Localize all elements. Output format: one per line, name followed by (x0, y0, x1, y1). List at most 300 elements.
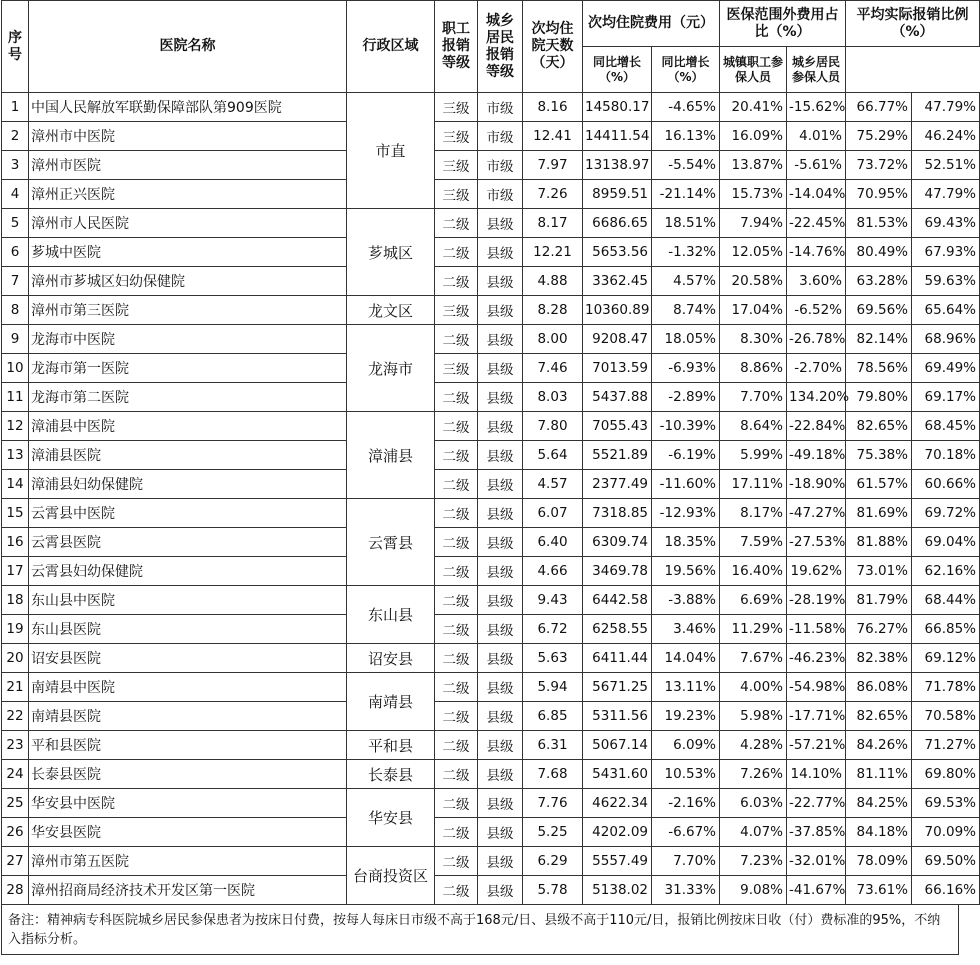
cell-outside-yoy: -41.67% (787, 876, 846, 905)
cell-resident-level: 县级 (478, 818, 523, 847)
footnote: 备注：精神病专科医院城乡居民参保患者为按床日付费，按每人每床日市级不高于168元/日、县级不高于110元/日，报销比例按床日收（付）费标准的95%，不纳入指标分析。 (1, 905, 959, 955)
table-row (2, 325, 980, 354)
header-outside-ratio: 医保范围外费用占比（%） (720, 1, 846, 47)
cell-reimb-resident: 69.72% (912, 499, 980, 528)
cell-region: 云霄县 (347, 499, 435, 586)
cell-reimb-resident: 69.17% (912, 383, 980, 412)
cell-avg-days: 7.68 (523, 760, 583, 789)
cell-avg-cost-yoy: 16.13% (652, 122, 720, 151)
table-row (2, 267, 980, 296)
table-row (2, 760, 980, 789)
cell-avg-cost-yoy: -3.88% (652, 586, 720, 615)
cell-outside-yoy: -17.71% (787, 702, 846, 731)
cell-resident-level: 县级 (478, 847, 523, 876)
cell-staff-level: 二级 (435, 209, 478, 238)
cell-hospital-name: 漳州市第五医院 (29, 847, 347, 876)
table-row (2, 615, 980, 644)
cell-resident-level: 县级 (478, 644, 523, 673)
cell-avg-cost: 4202.09 (583, 818, 652, 847)
cell-reimb-staff: 76.27% (846, 615, 912, 644)
cell-avg-cost-yoy: -2.89% (652, 383, 720, 412)
cell-avg-cost: 14580.17 (583, 93, 652, 122)
cell-avg-cost: 5067.14 (583, 731, 652, 760)
table-row (2, 238, 980, 267)
cell-avg-cost-yoy: -6.19% (652, 441, 720, 470)
cell-hospital-name: 漳州市芗城区妇幼保健院 (29, 267, 347, 296)
cell-avg-cost-yoy: 14.04% (652, 644, 720, 673)
cell-reimb-staff: 84.18% (846, 818, 912, 847)
cell-outside-yoy: -26.78% (787, 325, 846, 354)
cell-outside-yoy: 4.01% (787, 122, 846, 151)
cell-hospital-name: 漳州招商局经济技术开发区第一医院 (29, 876, 347, 905)
cell-resident-level: 县级 (478, 267, 523, 296)
cell-outside-ratio: 6.03% (720, 789, 787, 818)
cell-staff-level: 二级 (435, 528, 478, 557)
cell-outside-yoy: 19.62% (787, 557, 846, 586)
cell-reimb-resident: 70.18% (912, 441, 980, 470)
cell-index: 1 (2, 93, 29, 122)
cell-resident-level: 县级 (478, 354, 523, 383)
cell-index: 2 (2, 122, 29, 151)
cell-hospital-name: 龙海市第一医院 (29, 354, 347, 383)
cell-index: 25 (2, 789, 29, 818)
cell-outside-ratio: 4.07% (720, 818, 787, 847)
cell-avg-days: 7.97 (523, 151, 583, 180)
cell-hospital-name: 云霄县妇幼保健院 (29, 557, 347, 586)
cell-reimb-staff: 81.79% (846, 586, 912, 615)
cell-reimb-staff: 73.72% (846, 151, 912, 180)
cell-outside-ratio: 5.98% (720, 702, 787, 731)
cell-index: 14 (2, 470, 29, 499)
cell-avg-days: 6.29 (523, 847, 583, 876)
cell-hospital-name: 南靖县中医院 (29, 673, 347, 702)
cell-staff-level: 二级 (435, 847, 478, 876)
cell-avg-cost-yoy: -6.67% (652, 818, 720, 847)
cell-hospital-name: 东山县医院 (29, 615, 347, 644)
cell-staff-level: 二级 (435, 557, 478, 586)
cell-reimb-resident: 69.50% (912, 847, 980, 876)
cell-resident-level: 县级 (478, 325, 523, 354)
cell-avg-cost-yoy: -11.60% (652, 470, 720, 499)
cell-avg-cost-yoy: -4.65% (652, 93, 720, 122)
cell-avg-days: 8.00 (523, 325, 583, 354)
cell-reimb-staff: 66.77% (846, 93, 912, 122)
cell-avg-days: 6.40 (523, 528, 583, 557)
table-row (2, 644, 980, 673)
cell-resident-level: 县级 (478, 760, 523, 789)
cell-hospital-name: 龙海市第二医院 (29, 383, 347, 412)
table-row (2, 557, 980, 586)
header-avg-days: 次均住院天数（天） (523, 1, 583, 93)
header-outside-yoy: 同比增长（%） (652, 47, 720, 93)
header-avg-cost-yoy: 同比增长（%） (583, 47, 652, 93)
cell-avg-days: 8.17 (523, 209, 583, 238)
cell-hospital-name: 云霄县医院 (29, 528, 347, 557)
cell-avg-cost-yoy: -1.32% (652, 238, 720, 267)
cell-outside-ratio: 8.17% (720, 499, 787, 528)
cell-avg-cost-yoy: -21.14% (652, 180, 720, 209)
cell-outside-yoy: -15.62% (787, 93, 846, 122)
cell-reimb-resident: 47.79% (912, 180, 980, 209)
cell-avg-cost-yoy: 31.33% (652, 876, 720, 905)
cell-resident-level: 市级 (478, 122, 523, 151)
cell-index: 18 (2, 586, 29, 615)
cell-staff-level: 二级 (435, 760, 478, 789)
cell-avg-cost: 3362.45 (583, 267, 652, 296)
cell-index: 3 (2, 151, 29, 180)
cell-hospital-name: 漳浦县妇幼保健院 (29, 470, 347, 499)
cell-avg-cost-yoy: 6.09% (652, 731, 720, 760)
table-row (2, 296, 980, 325)
cell-hospital-name: 诏安县医院 (29, 644, 347, 673)
cell-resident-level: 县级 (478, 383, 523, 412)
cell-avg-cost: 6442.58 (583, 586, 652, 615)
cell-outside-yoy: -54.98% (787, 673, 846, 702)
table-row (2, 673, 980, 702)
cell-resident-level: 县级 (478, 238, 523, 267)
cell-reimb-resident: 68.44% (912, 586, 980, 615)
cell-outside-ratio: 16.09% (720, 122, 787, 151)
cell-avg-cost: 5437.88 (583, 383, 652, 412)
cell-reimb-resident: 71.78% (912, 673, 980, 702)
cell-avg-cost: 5521.89 (583, 441, 652, 470)
cell-reimb-staff: 78.09% (846, 847, 912, 876)
cell-reimb-resident: 59.63% (912, 267, 980, 296)
table-row (2, 702, 980, 731)
cell-region: 芗城区 (347, 209, 435, 296)
cell-reimb-resident: 66.85% (912, 615, 980, 644)
cell-staff-level: 二级 (435, 702, 478, 731)
cell-avg-cost: 7055.43 (583, 412, 652, 441)
cell-resident-level: 县级 (478, 586, 523, 615)
cell-reimb-staff: 70.95% (846, 180, 912, 209)
cell-outside-ratio: 7.70% (720, 383, 787, 412)
cell-reimb-staff: 61.57% (846, 470, 912, 499)
cell-staff-level: 二级 (435, 789, 478, 818)
cell-index: 8 (2, 296, 29, 325)
cell-index: 22 (2, 702, 29, 731)
cell-avg-days: 7.76 (523, 789, 583, 818)
cell-reimb-resident: 71.27% (912, 731, 980, 760)
cell-avg-cost-yoy: 3.46% (652, 615, 720, 644)
cell-avg-cost: 3469.78 (583, 557, 652, 586)
cell-outside-yoy: -5.61% (787, 151, 846, 180)
cell-hospital-name: 芗城中医院 (29, 238, 347, 267)
cell-outside-yoy: -22.45% (787, 209, 846, 238)
cell-staff-level: 三级 (435, 122, 478, 151)
cell-resident-level: 县级 (478, 702, 523, 731)
cell-reimb-staff: 81.53% (846, 209, 912, 238)
table-row (2, 586, 980, 615)
cell-hospital-name: 漳州市中医院 (29, 122, 347, 151)
cell-avg-days: 12.41 (523, 122, 583, 151)
header-index: 序号 (2, 1, 29, 93)
cell-avg-cost: 6309.74 (583, 528, 652, 557)
cell-avg-days: 5.63 (523, 644, 583, 673)
cell-outside-ratio: 7.23% (720, 847, 787, 876)
cell-avg-cost: 5431.60 (583, 760, 652, 789)
cell-index: 16 (2, 528, 29, 557)
cell-avg-days: 5.64 (523, 441, 583, 470)
header-region: 行政区域 (347, 1, 435, 93)
cell-reimb-staff: 80.49% (846, 238, 912, 267)
cell-outside-ratio: 16.40% (720, 557, 787, 586)
table-row (2, 122, 980, 151)
cell-avg-cost: 13138.97 (583, 151, 652, 180)
cell-index: 24 (2, 760, 29, 789)
cell-resident-level: 县级 (478, 470, 523, 499)
cell-outside-ratio: 20.58% (720, 267, 787, 296)
header-reimb-resident: 城乡居民参保人员 (787, 47, 846, 93)
cell-outside-yoy: 3.60% (787, 267, 846, 296)
cell-reimb-staff: 78.56% (846, 354, 912, 383)
cell-staff-level: 二级 (435, 673, 478, 702)
cell-avg-cost: 14411.54 (583, 122, 652, 151)
cell-reimb-resident: 69.12% (912, 644, 980, 673)
cell-index: 23 (2, 731, 29, 760)
cell-avg-cost: 5311.56 (583, 702, 652, 731)
cell-hospital-name: 漳浦县医院 (29, 441, 347, 470)
cell-outside-yoy: -32.01% (787, 847, 846, 876)
cell-index: 28 (2, 876, 29, 905)
cell-outside-yoy: -37.85% (787, 818, 846, 847)
cell-reimb-staff: 69.56% (846, 296, 912, 325)
cell-outside-yoy: -22.77% (787, 789, 846, 818)
cell-reimb-resident: 68.96% (912, 325, 980, 354)
cell-avg-cost: 8959.51 (583, 180, 652, 209)
cell-staff-level: 二级 (435, 876, 478, 905)
cell-outside-ratio: 9.08% (720, 876, 787, 905)
cell-index: 11 (2, 383, 29, 412)
cell-outside-ratio: 20.41% (720, 93, 787, 122)
cell-resident-level: 县级 (478, 441, 523, 470)
table-row (2, 93, 980, 122)
cell-reimb-staff: 82.38% (846, 644, 912, 673)
cell-avg-days: 8.03 (523, 383, 583, 412)
cell-reimb-resident: 60.66% (912, 470, 980, 499)
cell-reimb-staff: 75.38% (846, 441, 912, 470)
cell-reimb-staff: 84.25% (846, 789, 912, 818)
cell-hospital-name: 漳州市医院 (29, 151, 347, 180)
table-body (2, 93, 980, 905)
cell-reimb-resident: 69.49% (912, 354, 980, 383)
cell-outside-ratio: 13.87% (720, 151, 787, 180)
cell-outside-ratio: 4.28% (720, 731, 787, 760)
cell-avg-cost-yoy: 4.57% (652, 267, 720, 296)
cell-index: 19 (2, 615, 29, 644)
cell-index: 4 (2, 180, 29, 209)
table-row (2, 441, 980, 470)
cell-reimb-staff: 81.11% (846, 760, 912, 789)
cell-avg-cost: 4622.34 (583, 789, 652, 818)
cell-hospital-name: 平和县医院 (29, 731, 347, 760)
cell-outside-yoy: -14.04% (787, 180, 846, 209)
cell-avg-days: 5.78 (523, 876, 583, 905)
header-reimb-staff: 城镇职工参保人员 (720, 47, 787, 93)
cell-reimb-resident: 66.16% (912, 876, 980, 905)
cell-region: 市直 (347, 93, 435, 209)
cell-staff-level: 二级 (435, 818, 478, 847)
cell-index: 13 (2, 441, 29, 470)
cell-resident-level: 市级 (478, 93, 523, 122)
cell-resident-level: 县级 (478, 412, 523, 441)
cell-avg-cost-yoy: 7.70% (652, 847, 720, 876)
cell-resident-level: 县级 (478, 876, 523, 905)
cell-region: 长泰县 (347, 760, 435, 789)
cell-avg-cost: 6686.65 (583, 209, 652, 238)
cell-hospital-name: 长泰县医院 (29, 760, 347, 789)
cell-hospital-name: 龙海市中医院 (29, 325, 347, 354)
cell-outside-ratio: 11.29% (720, 615, 787, 644)
cell-staff-level: 二级 (435, 267, 478, 296)
cell-reimb-staff: 86.08% (846, 673, 912, 702)
cell-avg-cost-yoy: 18.51% (652, 209, 720, 238)
cell-avg-days: 4.66 (523, 557, 583, 586)
table-row (2, 209, 980, 238)
cell-outside-ratio: 7.67% (720, 644, 787, 673)
cell-avg-cost-yoy: 18.05% (652, 325, 720, 354)
cell-staff-level: 二级 (435, 412, 478, 441)
cell-avg-cost-yoy: -2.16% (652, 789, 720, 818)
cell-outside-ratio: 5.99% (720, 441, 787, 470)
cell-avg-days: 7.26 (523, 180, 583, 209)
header-resident-level: 城乡居民报销等级 (478, 1, 523, 93)
cell-avg-cost: 6411.44 (583, 644, 652, 673)
cell-region: 南靖县 (347, 673, 435, 731)
cell-avg-days: 8.16 (523, 93, 583, 122)
cell-index: 17 (2, 557, 29, 586)
cell-outside-yoy: -6.52% (787, 296, 846, 325)
cell-avg-cost-yoy: 8.74% (652, 296, 720, 325)
cell-avg-cost: 5671.25 (583, 673, 652, 702)
cell-outside-yoy: -57.21% (787, 731, 846, 760)
cell-staff-level: 二级 (435, 644, 478, 673)
cell-resident-level: 县级 (478, 528, 523, 557)
cell-region: 平和县 (347, 731, 435, 760)
cell-reimb-staff: 82.14% (846, 325, 912, 354)
cell-avg-cost-yoy: 18.35% (652, 528, 720, 557)
cell-avg-days: 4.57 (523, 470, 583, 499)
cell-resident-level: 县级 (478, 499, 523, 528)
cell-avg-days: 6.72 (523, 615, 583, 644)
cell-outside-yoy: -27.53% (787, 528, 846, 557)
cell-index: 9 (2, 325, 29, 354)
cell-staff-level: 三级 (435, 296, 478, 325)
cell-avg-days: 8.28 (523, 296, 583, 325)
cell-region: 龙文区 (347, 296, 435, 325)
cell-reimb-staff: 82.65% (846, 702, 912, 731)
table-row (2, 731, 980, 760)
cell-avg-days: 6.85 (523, 702, 583, 731)
table-row (2, 818, 980, 847)
cell-outside-ratio: 7.59% (720, 528, 787, 557)
cell-staff-level: 二级 (435, 731, 478, 760)
cell-reimb-resident: 47.79% (912, 93, 980, 122)
table-row (2, 499, 980, 528)
cell-avg-days: 7.46 (523, 354, 583, 383)
header-hospital-name: 医院名称 (29, 1, 347, 93)
cell-hospital-name: 华安县中医院 (29, 789, 347, 818)
cell-resident-level: 县级 (478, 557, 523, 586)
cell-avg-days: 6.07 (523, 499, 583, 528)
cell-outside-ratio: 6.69% (720, 586, 787, 615)
cell-avg-cost: 7013.59 (583, 354, 652, 383)
cell-reimb-staff: 63.28% (846, 267, 912, 296)
cell-resident-level: 县级 (478, 615, 523, 644)
cell-index: 26 (2, 818, 29, 847)
cell-staff-level: 三级 (435, 180, 478, 209)
cell-reimb-resident: 68.45% (912, 412, 980, 441)
cell-reimb-resident: 69.53% (912, 789, 980, 818)
cell-avg-cost-yoy: 19.56% (652, 557, 720, 586)
cell-reimb-resident: 46.24% (912, 122, 980, 151)
cell-reimb-resident: 70.58% (912, 702, 980, 731)
table-row (2, 412, 980, 441)
cell-outside-yoy: 14.10% (787, 760, 846, 789)
cell-avg-days: 5.94 (523, 673, 583, 702)
cell-avg-cost: 5557.49 (583, 847, 652, 876)
cell-resident-level: 市级 (478, 151, 523, 180)
cell-avg-cost-yoy: 19.23% (652, 702, 720, 731)
cell-outside-yoy: -2.70% (787, 354, 846, 383)
cell-avg-cost-yoy: -6.93% (652, 354, 720, 383)
cell-hospital-name: 漳州市人民医院 (29, 209, 347, 238)
cell-outside-ratio: 7.94% (720, 209, 787, 238)
cell-hospital-name: 东山县中医院 (29, 586, 347, 615)
cell-avg-days: 12.21 (523, 238, 583, 267)
cell-avg-cost: 2377.49 (583, 470, 652, 499)
cell-avg-cost: 5138.02 (583, 876, 652, 905)
cell-hospital-name: 漳州市第三医院 (29, 296, 347, 325)
cell-staff-level: 二级 (435, 470, 478, 499)
cell-avg-days: 5.25 (523, 818, 583, 847)
table-row (2, 789, 980, 818)
cell-hospital-name: 漳浦县中医院 (29, 412, 347, 441)
cell-reimb-staff: 73.61% (846, 876, 912, 905)
cell-index: 5 (2, 209, 29, 238)
table-row (2, 470, 980, 499)
cell-index: 7 (2, 267, 29, 296)
cell-reimb-resident: 69.04% (912, 528, 980, 557)
cell-avg-days: 7.80 (523, 412, 583, 441)
cell-avg-cost-yoy: -10.39% (652, 412, 720, 441)
cell-avg-cost: 7318.85 (583, 499, 652, 528)
cell-avg-days: 4.88 (523, 267, 583, 296)
cell-outside-yoy: -46.23% (787, 644, 846, 673)
cell-index: 10 (2, 354, 29, 383)
cell-index: 15 (2, 499, 29, 528)
cell-staff-level: 二级 (435, 586, 478, 615)
cell-outside-ratio: 8.86% (720, 354, 787, 383)
cell-avg-cost-yoy: 13.11% (652, 673, 720, 702)
cell-staff-level: 二级 (435, 441, 478, 470)
cell-resident-level: 县级 (478, 789, 523, 818)
cell-avg-cost: 5653.56 (583, 238, 652, 267)
cell-reimb-resident: 69.43% (912, 209, 980, 238)
cell-outside-yoy: -28.19% (787, 586, 846, 615)
cell-outside-ratio: 8.64% (720, 412, 787, 441)
cell-avg-cost: 10360.89 (583, 296, 652, 325)
cell-index: 20 (2, 644, 29, 673)
cell-index: 21 (2, 673, 29, 702)
cell-index: 6 (2, 238, 29, 267)
table-row (2, 876, 980, 905)
cell-staff-level: 二级 (435, 383, 478, 412)
cell-staff-level: 三级 (435, 151, 478, 180)
cell-staff-level: 二级 (435, 325, 478, 354)
cell-avg-cost-yoy: -5.54% (652, 151, 720, 180)
cell-outside-yoy: -14.76% (787, 238, 846, 267)
